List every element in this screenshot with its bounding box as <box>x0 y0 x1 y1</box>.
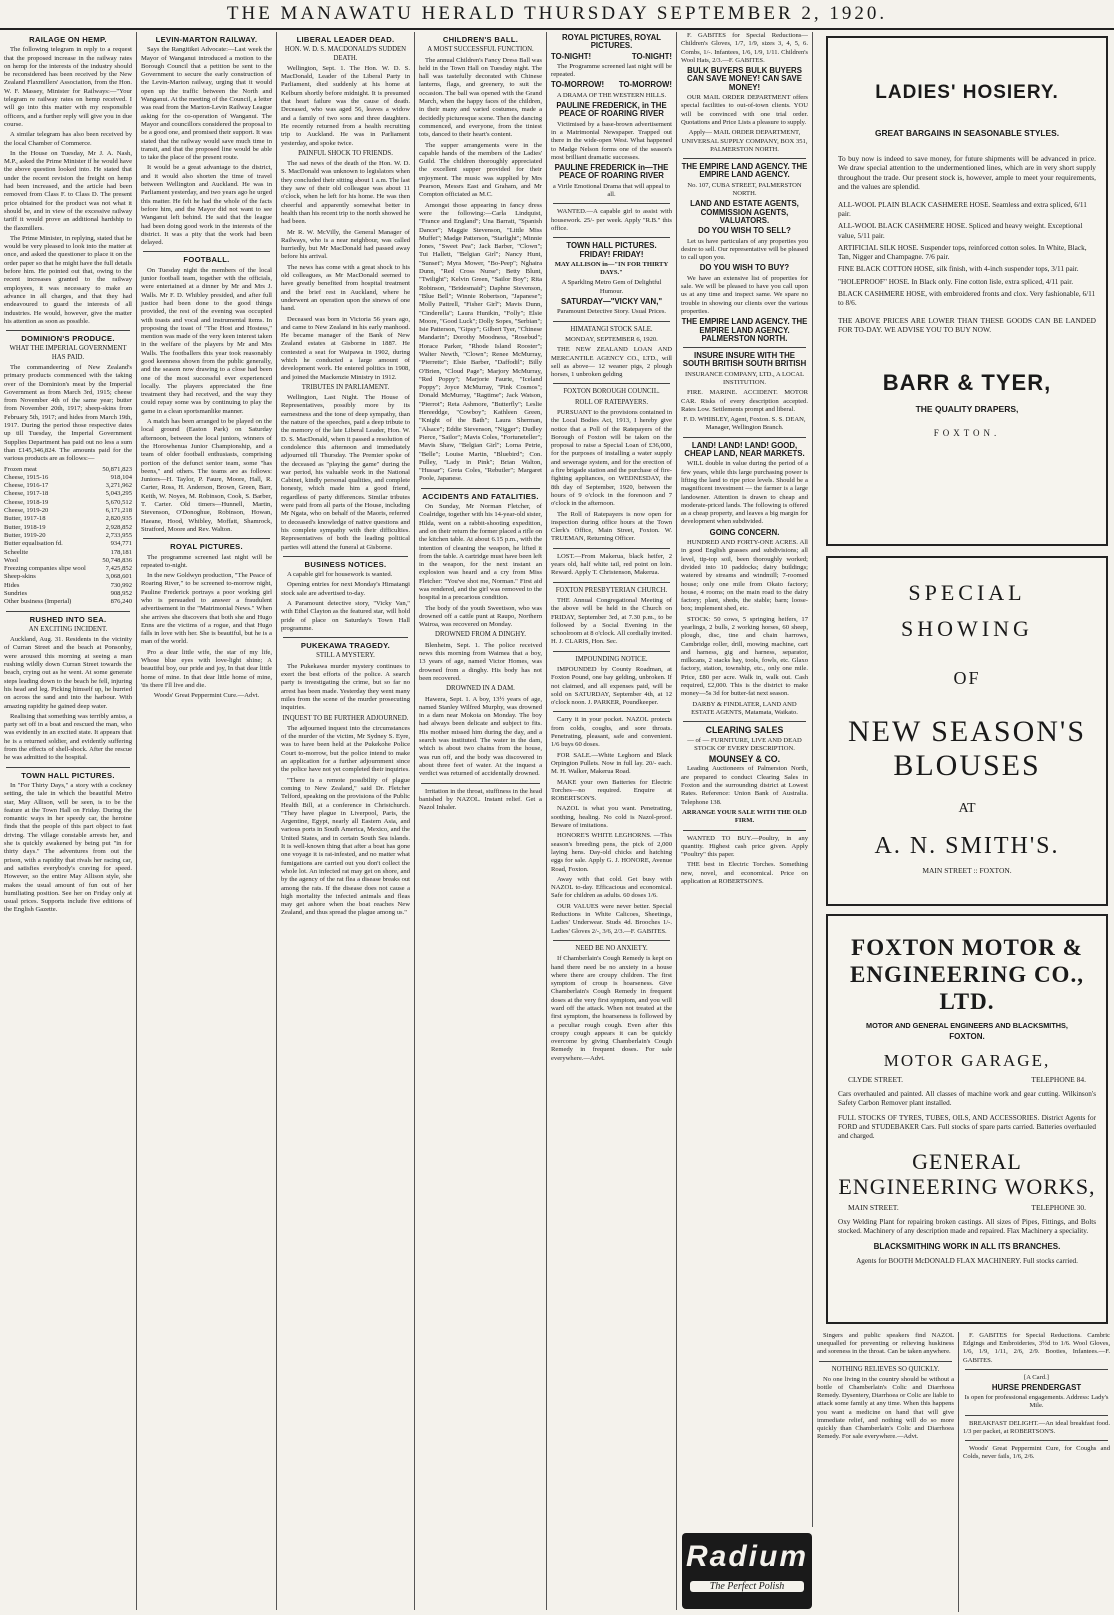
produce-amount: 50,748,836 <box>102 556 132 564</box>
produce-amount: 2,733,955 <box>105 531 132 539</box>
divider <box>553 582 670 583</box>
ad-headline: LADIES' HOSIERY. <box>875 82 1059 103</box>
paragraph: Wellington, Last Night. The House of Representatives, possibly more by its earnestness and the tone of deep sympathy, than the nature of the speeches, paid a deep tribute to the memory of the late Liberal Leader, Hon. W. D. S. MacDonald, when it passed a resolution of condolence this afternoon and immediately adjourned till Thursday. The Premier spoke of the deceased as "playing the game" during the war period, his valuable work in the National Cabinet, kindly personal qualities, and complete honesty, which made him a good friend, regardless of party differences. Similar tributes were paid from all parts of the House, including Mr Ngata, who on behalf of the Maoris, referred to deceased's knowledge of native questions and his complete sympathy with their difficulties. Representatives of both the leading political parties will attend the funeral at Gisborne. <box>281 394 410 551</box>
divider <box>683 830 806 831</box>
divider <box>965 1415 1108 1416</box>
subheadline: DROWNED IN A DAM. <box>446 685 515 693</box>
divider <box>6 330 130 331</box>
paragraph: On Sunday, Mr Norman Fletcher, of Coalridge, together with his 14-year-old sister, Hilda, went on a rabbit-shooting expedition, and on their return the former placed a rifle on the kitchen table. At about 6.15 p.m., with the intention of cleaning the weapon, he lifted it from the table. A cartridge must have been left in the weapon, for the next instant an explosion was heard and a cry from Miss Fletcher: "You've shot me, Norman." First aid was rendered, and the girl was removed to the hospital in a precarious condition. <box>419 503 542 602</box>
divider <box>683 437 806 438</box>
classified: FOR SALE.—White Leghorn and Black Orpington Pullets. Now in full lay. 20/- each. M. H. Walker, Makerua Road. <box>551 751 672 776</box>
paragraph: A DRAMA OF THE WESTERN HILLS. <box>556 91 667 99</box>
divider <box>553 203 670 204</box>
ad-address-row <box>838 1203 1096 1212</box>
paragraph: We have an extensive list of properties for sale. We will be pleased to have you call upon us at any time and inspect same. We spare no trouble in showing our clients over the various properties. <box>681 274 808 315</box>
produce-table-row <box>4 532 132 540</box>
subheadline: DROWNED FROM A DINGHY. <box>435 631 526 639</box>
paragraph: MAY ALLISON in—"IN FOR THIRTY DAYS." <box>554 260 669 277</box>
column-2 <box>137 32 277 1610</box>
ad-telephone: TELEPHONE 84. <box>1031 1075 1086 1084</box>
bottom-left-ads <box>813 1332 959 1612</box>
subheadline: IMPOUNDING NOTICE. <box>575 655 648 663</box>
produce-item: Butter equalisation fd. <box>4 540 63 548</box>
produce-table-row <box>4 573 132 581</box>
produce-item: Hides <box>4 581 20 589</box>
paragraph: The Roll of Ratepayers is now open for inspection during office hours at the Town Clerk's Office, Main Street, Foxton. W. TRUEMAN, Returning Officer. <box>551 510 672 543</box>
produce-table-row <box>4 524 132 532</box>
ad-heading: LAND! LAND! LAND! GOOD, CHEAP LAND, NEAR MARKETS. <box>684 440 805 459</box>
ad-banner <box>551 53 672 61</box>
produce-table-row <box>4 466 132 474</box>
paragraph: In the House on Tuesday, Mr J. A. Nash, M.P., asked the Prime Minister if he would have the above question looked into. He stated that under the recent revision the freight on hemp had been increased, and the article had been removed from Class F. to Class D. The present price obtained for the product was not what it should be, and in view of the excessive railway tariff it would prove an additional hardship to the flaxmillers. <box>4 149 132 232</box>
subheadline: AN EXCITING INCIDENT. <box>28 625 108 633</box>
headline: ROYAL PICTURES. <box>170 542 243 552</box>
paragraph: THE NEW ZEALAND LOAN AND MERCANTILE AGENCY CO., LTD., will sell as above— 12 weaner pigs, 2 plough horses, 1 unbroken gelding <box>551 346 672 379</box>
hosiery-item: FINE BLACK COTTON HOSE, silk finish, with 4-inch suspender tops, 3/11 pair. <box>838 264 1079 274</box>
headline: CHILDREN'S BALL. <box>442 35 519 44</box>
produce-item: Freezing companies slipe wool <box>4 565 86 573</box>
paragraph: Opening entries for next Monday's Himatangi stock sale are advertised to-day. <box>281 581 410 597</box>
subheadline: TRIBUTES IN PARLIAMENT. <box>301 383 390 391</box>
divider <box>143 251 270 252</box>
classified: Woods' Great Peppermint Cure, for Coughs and Colds, never fails, 1/6, 2/6. <box>963 1445 1110 1461</box>
produce-amount: 934,771 <box>110 540 132 548</box>
ad-town: FOXTON. <box>949 1032 985 1041</box>
ad-town: FOXTON. <box>933 428 1001 439</box>
paragraph: Says the Rangitikei Advocate:—Last week the Mayor of Wanganui introduced a motion to the Borough Council that a petition be sent to the Government to secure the early construction of the Levin-Marton railway, urging that it would open up the traffic between the North and Wanganui. At the meeting of the Council, a letter was read from the Marton-Levin Railway League asking for the co-operation of Wanganui. The Mayor and councillors considered the proposal to be a good one, and promised their support. It was stated that the railway would save much time in transit, and that the proposed line would be able to take the place of the present route. <box>141 46 272 162</box>
produce-table-row <box>4 565 132 573</box>
ad-section-heading: GENERAL ENGINEERING WORKS, <box>838 1149 1096 1199</box>
divider <box>553 651 670 652</box>
produce-amount: 7,425,852 <box>105 565 132 573</box>
paragraph: Is open for professional engagements. Address: Lady's Mile. <box>964 1394 1109 1410</box>
ad-heading: THE EMPIRE LAND AGENCY. THE EMPIRE LAND AGENCY. PALMERSTON NORTH. <box>681 317 808 343</box>
paragraph: In the new Goldwyn production, "The Peace of Roaring River," to be screened to-morrow night, Pauline Frederick portrays a poor working girl who is persuaded to answer a fraudulent advertisement in the "Matrimonial News." When she arrives she discovers that both she and Hugo Enns are the victims of a rogue, and that Hugo falls in love with her. She is beautiful, but he is a man of the world. <box>141 572 272 646</box>
produce-table-row <box>4 590 132 598</box>
paragraph: Amongst those appearing in fancy dress were the following:—Carla Lindquist, "France and England"; Una Barratt, "Spanish Dancer"; Maggie Stevenson, "Little Miss Muffet"; Madge Patterson, "Starlight"; Minnie Jones, "Sweet Pea"; Jack Barber, "Clown"; Tui Hallett, "Belgian Girl"; Nancy Hunt, "Sunset"; Myra Mower, "Bo-Peep"; Nghaira Dunn, "Red Cross Nurse"; Betty Blunt, "Twilight"; Kelvin Green, "Sailor Boy"; Rita Robinson, "Bridesmaid"; Daphne Stevenson, "Blue Bell"; Winnie Robertson, "Japanese"; Molly Pattrell, "Fisher Girl"; Mavis Dunn, "Cinderella"; Laura Hunikin, "Folly"; Elsie Moore, "Good Luck"; Dolly Sopes, "Serbian"; Isie Patterson, "Gipsy"; Gilbert Tyer, "Chinese Mandarin"; Dorothy Moodness, "Rosebud"; Horace Parker, "Rhode Island Rooster"; Walter Newth, "Clown"; Renee McMurray, "Pierrette"; Elsie Barber, "Daffodil"; Billy O'Brien, "Cloud Page"; Marjory McMurray, "Red Poppy"; Marjorie Faurie, "Iceland Poppy"; Joyce McMurray, "Pink Cosmos"; Donald McMurray, "Ragtime"; Jack Watson, "Pierrot"; Reta Ashmore, "Butterfly"; Leslie Hereeddge, "Cowboy"; Kathleen Green, "Knight of the Bath"; Laura Sherman, "Alsace"; Eddie Stevenson, "Nigger"; Dudley Pierce, "Sailor"; Mavis Coles, "Fortuneteller"; Mavis Shaw, "Belgian Girl"; Lorna Petrie, "Belle"; Louise Martin, "Bluebird"; Con. Pulley, "Lady in Pink"; Brian Walton, "Hussar"; Greta Coles, "Rebutler"; Margaret Poole, Japanese. <box>419 201 542 483</box>
paragraph: "There is a remote possibility of plague coming to New Zealand," said Dr. Fletcher Telford, speaking on the provisions of the Public Health Bill, at a conference in Christchurch. "They have plague in Liverpool, Paris, the Argentine, Egypt, nearly all Eastern Asia, and various ports in South America, Mexico, and the United States, and in certain South Sea islands. It is well-known thing that after a boat has gone one voyage it is rat-infested, and no matter what fumigations are carried out you don't collect the whole lot. An infected rat may get on shore, and by the agency of the rat flea a disease breaks out among the rats. If the disease does not cause a high mortality the infected animals and fleas may get ashore when the boat reaches New Zealand, and thus spread the plague among us." <box>281 776 410 917</box>
classified: MAKE your own Batteries for Electric Torches—no required. Enquire at ROBERTSON'S. <box>551 778 672 803</box>
subheadline: WHAT THE IMPERIAL GOVERNMENT HAS PAID. <box>9 345 127 361</box>
ad-body: To buy now is indeed to save money, for future shipments will be advanced in price. We draw special attention to the undermentioned lines, which are in very short supply throughout the trade. Our present stock is, however, ample to meet your requirements, and the values are splendid. <box>838 154 1096 192</box>
subheadline: A MOST SUCCESSFUL FUNCTION. <box>427 46 534 54</box>
divider <box>553 548 670 549</box>
subheadline: ROLL OF RATEPAYERS. <box>574 398 649 406</box>
paragraph: ARRANGE YOUR SALE WITH THE OLD FIRM. <box>682 808 807 825</box>
ad-heading: PAULINE FREDERICK in—THE PEACE OF ROARING RIVER <box>554 163 669 181</box>
ad-heading: BULK BUYERS BULK BUYERS CAN SAVE MONEY! CAN SAVE MONEY! <box>687 66 802 92</box>
paragraph: A match has been arranged to be played on the local ground (Easton Park) on Saturday afternoon, between the local juniors, winners of the Horowhenua Junior Championship, and a team of older football enthusiasts, comprising portion of the defunct senior team, some "has beens," and others. The teams are as follows: Juniors—H. Taylor, P. Faure, Moore, Hall, R. Carter, Ross, H. Anderson, Brown, Green, Barr, Keith, W. Noyes, M. Robinson, Cook, S. Barber, T. Carter. Old timers—Hunnell, Martin, Stevenson, O'Donoghue, Robinson, Howan, Haeane, Hood, Whibley, Moffatt, Shamrock, Stratford, Moore and Rev. Walton. <box>141 418 272 533</box>
produce-item: Other business (Imperial) <box>4 598 72 606</box>
hosiery-item: ARTIFICIAL SILK HOSE. Suspender tops, reinforced cotton soles. In White, Black, Tan, Nigger and Champagne. 7/6 pair. <box>838 242 1087 262</box>
ad-body: Agents for BOOTH McDONALD FLAX MACHINERY. Full stocks carried. <box>856 1257 1078 1265</box>
produce-table-row <box>4 540 132 548</box>
masthead: THE MANAWATU HERALD THURSDAY SEPTEMBER 2, 1920. <box>0 0 1114 30</box>
ad-heading: INSURE INSURE WITH THE SOUTH BRITISH SOUTH BRITISH <box>682 351 807 369</box>
foxton-motor-ad <box>826 914 1108 1324</box>
paragraph: The news has come with a great shock to his old colleagues, as Mr MacDonald seemed to have greatly benefited from hospital treatment and the brief rest in Auckland, where he underwent an operation upon the sinews of one hand. <box>281 263 410 313</box>
produce-table-row <box>4 507 132 515</box>
ad-heading: PAULINE FREDERICK, in THE PEACE OF ROARING RIVER <box>556 101 667 119</box>
divider <box>683 347 806 348</box>
headline: LIBERAL LEADER DEAD. <box>296 35 395 44</box>
paragraph: MONDAY, SEPTEMBER 6, 1920. <box>565 335 658 343</box>
produce-table <box>4 466 132 607</box>
ladies-hosiery-ad <box>826 36 1108 546</box>
ad-emphasis: BLACKSMITHING WORK IN ALL ITS BRANCHES. <box>873 1242 1061 1251</box>
card-label: [A Card.] <box>1024 1373 1049 1381</box>
paragraph: Let us have particulars of any properties you desire to sell. Our representative will be pleased to call upon you. <box>681 237 808 262</box>
produce-item: Cheese, 1915-16 <box>4 473 49 481</box>
produce-amount: 5,043,295 <box>105 490 132 498</box>
paragraph: The adjourned inquest into the circumstances of the murder of the victim, Mr Sydney S. Eyre, was to have been held at the Pukekohe Police Court to-morrow, but the police intend to make an application for a further adjournment since the police have not yet completed their inquiries. <box>281 724 410 774</box>
ad-address-row <box>838 1075 1096 1084</box>
radium-logo: Radium <box>685 1540 808 1573</box>
produce-item: Butter, 1917-18 <box>4 515 46 523</box>
produce-table-row <box>4 582 132 590</box>
divider <box>6 611 130 612</box>
divider <box>965 1369 1108 1370</box>
ad-heading: ROYAL PICTURES, ROYAL PICTURES. <box>562 33 661 51</box>
headline: LEVIN-MARTON RAILWAY. <box>155 35 258 44</box>
ad-heading: DO YOU WISH TO SELL? <box>698 226 791 236</box>
paragraph: In "For Thirty Days," a story with a cockney setting, the tale in which the beautiful Metro star, May Allison, will be seen, is to be the feature at the Town Hall on Friday. During the romantic ways in her speedy car, the heroine finds that the people of this part object to fast driving. The village constable arrests her, and she is quickly awakened by being put "in for thirty days." The adventures from out the prison, with a rapidity that rivals her racing car, and satisfies everybody's craving for speed. However, so the entire May Allison style, she makes the usual amount of fun out of her humiliating position. See her on Friday only at usual prices. Supports include five editions of the English Gazette. <box>4 781 132 914</box>
ad-heading: GOING CONCERN. <box>709 527 780 537</box>
divider <box>553 383 670 384</box>
produce-item: Cheese, 1919-20 <box>4 507 49 515</box>
headline: RAILAGE ON HEMP. <box>29 35 107 44</box>
produce-item: Sundries <box>4 590 28 597</box>
subheadline: HON. W. D. S. MACDONALD'S SUDDEN DEATH. <box>284 46 407 62</box>
advertisement-line: Woods' Great Peppermint Cure.—Advt. <box>153 692 260 700</box>
paragraph: Pro a dear little wife, the star of my life, Whose blue eyes with love-light shine; A beautiful boy, our pride and joy, In that dear little home of mine. In that dear little home of mine, 'tis there I'll live and die. <box>141 648 272 689</box>
headline: TOWN HALL PICTURES. <box>21 770 115 780</box>
produce-item: Cheese, 1917-18 <box>4 490 49 498</box>
column-1 <box>0 32 137 1610</box>
subheadline: FOXTON PRESBYTERIAN CHURCH. <box>555 586 668 594</box>
subheadline: FOXTON BOROUGH COUNCIL. <box>563 388 660 396</box>
subheadline: INQUEST TO BE FURTHER ADJOURNED. <box>282 714 409 722</box>
paragraph: A Sparkling Metro Gem of Delightful Humour. <box>561 279 662 295</box>
ad-body: Cars overhauled and painted. All classes of machine work and gear cutting. Wilkinson's Safety Carbon Remover plant installed. <box>838 1090 1096 1107</box>
paragraph: Mr R. W. McVilly, the General Manager of Railways, who is a near neighbour, was called hurriedly, but Mr MacDonald had passed away before his arrival. <box>281 228 410 261</box>
paragraph: Wellington, Sept. 1. The Hon. W. D. S. MacDonald, Leader of the Liberal Party in Parliament, died suddenly at his home at Kelburn shortly before midnight. It is presumed that heart failure was the cause of death. Deceased, who was aged 56, leaves a widow and a family of two sons and three daughters. He recently returned from a health recruiting trip to Auckland. He was in Parliament yesterday, and spoke twice. <box>281 64 410 147</box>
paragraph: No. 107, CUBA STREET, PALMERSTON NORTH. <box>687 181 802 198</box>
hosiery-item: ALL-WOOL BLACK CASHMERE HOSE. Spliced and heavy weight. Exceptional value, 5/11 pair. <box>838 221 1083 240</box>
paragraph: The Prime Minister, in replying, stated that he would be very pleased to look into the matter at once, and asked the questioner to place it on the order paper so that he might have the full details before him. He pointed out that, owing to the recent increases granted to the railway employees, it was necessary to make an advance in all charges, and that they had endeavoured to guard the interests of all industries. He would, however, give the matter his attention as soon as possible. <box>4 234 132 325</box>
subheadline: NEED BE NO ANXIETY. <box>575 944 648 952</box>
ad-tagline: MOTOR AND GENERAL ENGINEERS AND BLACKSMITHS, <box>866 1021 1068 1030</box>
paragraph: It would be a great advantage to the district, and it would also shorten the time of travel between Wellington and Auckland. He was in Parliament yesterday, and two years ago he urged this matter. He felt he had the whole of the facts before him, and the Mayor did not want to see Wanganui left behind. He said that the league had been doing good work in the interests of the district. It was a pity that the work had been delayed. <box>141 164 272 247</box>
produce-amount: 730,992 <box>110 581 132 589</box>
divider <box>421 783 540 784</box>
paragraph: Victimised by a base-brown advertisement in a Matrimonial Newspaper. Trapped out there in the wide-open West. What happened to Madge Nelson forms one of the season's most brilliant dramatic successes. <box>551 120 672 161</box>
headline: RUSHED INTO SEA. <box>29 614 107 624</box>
paragraph: The commandeering of New Zealand's primary products commenced with the taking over of the Dominion's meat by the Imperial Government as from March 3rd, 1915; cheese from November 4th of the same year; butter from November 20th, 1917; sheep-skins from February 5th, 1917; and hides from March 19th, 1917. During the period those respective dates up till Tuesday, the Imperial Government Supplies Department has paid out no less a sum than £145,346,824. The amounts paid for the various products are as follows:— <box>4 363 132 463</box>
divider <box>283 637 408 638</box>
paragraph: The sad news of the death of the Hon. W. D. S. MacDonald was unknown to legislators when they concluded their sitting about 1 a.m. The last they saw of their old colleague was about 11 o'clock, when he left for his home. He was then cheerful and apparently somewhat better in health than his recent trip to the north showed he had been. <box>281 160 410 226</box>
column-6 <box>677 32 813 1527</box>
paragraph: IMPOUNDED by County Roadman, at Foxton Pound, one bay gelding, unbroken. If not claimed, and all expenses paid, will be sold on SATURDAY, September 4th, at 12 o'clock noon. J. PARKER, Poundkeeper. <box>551 666 672 707</box>
paragraph: Paramount Detective Story. Usual Prices. <box>556 308 667 316</box>
classified: Away with that cold. Get busy with NAZOL to-day. Efficacious and economical. Safe for children as adults. 60 doses 1/6. <box>551 875 672 900</box>
paragraph: The programme screened last night will be repeated to-night. <box>141 553 272 569</box>
paragraph: F. D. WHIBLEY, Agent, Foxton. S. S. DEAN, Manager, Wellington Branch. <box>683 416 806 432</box>
produce-item: Wool <box>4 556 19 564</box>
produce-table-row <box>4 499 132 507</box>
divider <box>6 767 130 768</box>
paragraph: Apply— MAIL ORDER DEPARTMENT, UNIVERSAL SUPPLY COMPANY, BOX 351, PALMERSTON NORTH. <box>681 129 808 153</box>
paragraph: A Paramount detective story, "Vicky Van," with Ethel Clayton as the featured star, will hold pride of place on Saturday's Town Hall programme. <box>281 600 410 632</box>
paragraph: — of — FURNITURE, LIVE AND DEAD STOCK OF EVERY DESCRIPTION. <box>687 736 802 752</box>
paragraph: On Tuesday night the members of the local junior football team, together with the officials, were entertained at a dinner by Mr and Mrs J. Walls. Mr F. D. Whibley presided, and after full justice had been done to the good things provided, the rest of the evening was occupied with toasts and vocal and instrumental items. In proposing the toast of "The Host and Hostess," mention was made of the very keen interest taken in the welfare of the players by Mr and Mrs Walls. The footballers this year took reasonably good keenness shown from the public generally, and the season now drawing to a close had been one of the most successful ever experienced locally. The players appreciated the fine treatment they had received, and the way they could repay some was by continuing to play the game in a clean sportsmanlike manner. <box>141 266 272 415</box>
classified: NAZOL is what you want. Penetrating, soothing, healing. No cold is Nazol-proof. Beware of imitations. <box>551 805 672 830</box>
paragraph: Realising that something was terribly amiss, a party set off in a boat and rescued the man, who was evidently in an excited state. It appears that he is a returned soldier, and evidently suffering from the effects of shell-shock. After the rescue he was admitted to the hospital. <box>4 712 132 762</box>
produce-item: Cheese, 1918-19 <box>4 498 49 506</box>
produce-table-row <box>4 474 132 482</box>
ad-body: FULL STOCKS OF TYRES, TUBES, OILS, AND ACCESSORIES. District Agents for FORD and STUDEBAKER Cars. Full stocks of spare parts carried. Batteries overhauled and charged. <box>838 1114 1096 1140</box>
ad-line: SPECIAL <box>908 580 1026 605</box>
paragraph: WILL double in value during the period of a few years, while this large purchasing power is lifting the land to ripe price levels. Should be a magnificent investment — the farmer is a large landowner. Attention is drawn to cheap and moderate-priced lands. The following is offered as a cheap property, and leaves a big margin for development when subdivided. <box>681 460 808 526</box>
ad-banner-left: TO-MORROW! <box>551 80 605 90</box>
radium-polish-ad <box>682 1533 812 1609</box>
produce-item: Frozen meat <box>4 465 37 473</box>
paragraph: Hawera, Sept. 1. A boy, 13½ years of age, named Stanley Wilfred Murphy, was drowned in a dam near Mokoia on Monday. The boy had always been delicate and subject to fits. His mother missed him during the day, and a search was instituted. The water in the dam, which is about two chains from the house, was run off, and the body was discovered in about three feet of water. At the inquest a verdict was returned of accidentally drowned. <box>419 695 542 778</box>
hosiery-item: BLACK CASHMERE HOSE, with embroidered fronts and clox. Very fashionable, 6/11 to 8/6. <box>838 289 1096 308</box>
produce-item: Scheelite <box>4 548 29 556</box>
ad-heading: HURSE PRENDERGAST <box>991 1383 1082 1393</box>
paragraph: No one living in the country should be without a bottle of Chamberlain's Colic and Diarrhoea Remedy. Dysentery, Diarrhoea or Colic are liable to attack some family at any time. When this happens you want a medicine on hand that will give immediate relief, and nothing will do so more quickly than Chamberlain's Colic and Diarrhoea Remedy. For sale everywhere.—Advt. <box>817 1375 955 1441</box>
paragraph: The following telegram in reply to a request that the proposed increase in the railway rates on hemp for the interests of the industry should be reconsidered has been received by the New Zealand Flaxmillers' Association, from the Hon. W. F. Massey, Minister for Railways:—"Your telegram re railway rates on hemp received. I will go into this matter with my responsible officers, and a further reply will give you in due course. <box>4 46 132 128</box>
paragraph: FIRE. MARINE. ACCIDENT. MOTOR CAR. Risks of every description accepted. Rates Low. Settlements prompt and liberal. <box>681 389 808 413</box>
paragraph: A capable girl for housework is wanted. <box>287 571 393 579</box>
paragraph: The Pukekawa murder mystery continues to exert the best efforts of the police. A search party is investigating the crime, but so far no arrest has been made. Yesterday they went many miles from the scene of the murder prosecuting inquiries. <box>281 662 410 712</box>
hosiery-item: "HOLEPROOF" HOSE. In Black only. Fine cotton lisle, extra spliced, 4/11 pair. <box>838 276 1074 286</box>
ad-address: MAIN STREET. <box>848 1203 899 1212</box>
produce-item: Sheep-skins <box>4 573 36 581</box>
ad-line: SHOWING <box>901 616 1033 641</box>
headline: FOOTBALL. <box>183 255 230 265</box>
column-5 <box>547 32 677 1610</box>
produce-amount: 2,928,852 <box>105 523 132 531</box>
divider <box>683 158 806 159</box>
classified: F. GABITES for Special Reductions. Cambric Edgings and Embroideries, 3½d to 1/6. Wool Gloves, 1/6, 1/9, 1/11, 2/6, 2/9. Booties, Infantees.—F. GABITES. <box>963 1332 1110 1364</box>
produce-amount: 2,820,935 <box>105 515 132 523</box>
ad-subheadline: GREAT BARGAINS IN SEASONABLE STYLES. <box>874 128 1060 138</box>
produce-amount: 5,670,512 <box>105 498 132 506</box>
classified: F. GABITES for Special Reductions—Children's Gloves, 1/7, 1/9, sizes 3, 4, 5, 6. Combs, 1/-. Infantees, 1/6, 1/9, 1/11. Children's Wool Hats, 2/3.—F. GABITES. <box>681 32 808 64</box>
ad-heading: SATURDAY—"VICKY VAN," <box>560 297 663 307</box>
paragraph: Irritation in the throat, stuffiness in the head banished by NAZOL. Instant relief. Get a Nazol Inhaler. <box>419 787 542 812</box>
ad-banner-right: TO-NIGHT! <box>631 51 672 61</box>
produce-table-row <box>4 490 132 498</box>
paragraph: THE Annual Congregational Meeting of the above will be held in the Church on FRIDAY, September 3rd, at 7.30 p.m., to be followed by a Social Evening in the schoolroom at 8 o'clock. All cordially invited. H. J. CLARIS, Hon. Sec. <box>551 596 672 646</box>
paragraph: Leading Auctioneers of Palmerston North, are prepared to conduct Clearing Sales in Foxton and the surrounding district at Lowest Rates. Reference: Union Bank of Australia. Telephone 138. <box>681 765 808 806</box>
ad-heading: LAND AND ESTATE AGENTS, COMMISSION AGENTS, VALUATORS. <box>690 199 799 225</box>
paragraph: PURSUANT to the provisions contained in the Local Bodies Act, 1913, I hereby give notice that a Poll of the Ratepayers of the Borough of Foxton will be taken on the proposal to raise a Special Loan of £36,000, for the purposes of installing a water supply and sewerage system, and for the erection of a fire brigade station and the purchase of fire-fighting appliances, on WEDNESDAY, the 8th day of September, 1920, between the hours of 9 o'clock in the forenoon and 7 o'clock in the afternoon. <box>551 408 672 508</box>
produce-amount: 3,068,601 <box>105 573 132 581</box>
divider <box>421 488 540 489</box>
ad-body: THE ABOVE PRICES ARE LOWER THAN THESE GOODS CAN BE LANDED FOR TO-DAY. WE ADVISE YOU TO BUY NOW. <box>838 315 1096 334</box>
ad-telephone: TELEPHONE 30. <box>1031 1203 1086 1212</box>
paragraph: The body of the youth Sweetison, who was drowned off a cattle punt at Raupo, Northern Wairoa, was recovered on Monday. <box>419 604 542 629</box>
produce-item: Butter, 1919-20 <box>4 531 46 539</box>
headline: BUSINESS NOTICES. <box>304 559 387 569</box>
ad-banner-left: TO-NIGHT! <box>551 51 592 61</box>
paragraph: INSURANCE COMPANY, LTD., A LOCAL INSTITUTION. <box>684 370 804 386</box>
divider <box>283 556 408 557</box>
ad-heading: TOWN HALL PICTURES. FRIDAY! FRIDAY! <box>566 241 657 259</box>
produce-amount: 908,952 <box>110 590 132 597</box>
ad-heading: THE EMPIRE LAND AGENCY. THE EMPIRE LAND AGENCY. <box>681 162 808 180</box>
column-4 <box>415 32 547 1610</box>
paragraph: The annual Children's Fancy Dress Ball was held in the Town Hall on Tuesday night. The hall was tastefully decorated with Chinese lanterns, flags, and greenery, to suit the occasion. The ball was opened with the Grand March, when the happy faces of the children, in their many and varied costumes, made a decidedly picturesque scene. Then the dancing commenced, and everyone, from the tiniest tots, danced to their heart's content. <box>419 56 542 139</box>
ad-banner-right: TO-MORROW! <box>618 80 672 90</box>
hosiery-item: ALL-WOOL PLAIN BLACK CASHMERE HOSE. Seamless and extra spliced, 6/11 pair. <box>838 199 1087 218</box>
divider <box>683 721 806 722</box>
radium-tagline: The Perfect Polish <box>690 1581 804 1592</box>
paragraph: The Programme screened last night will be repeated. <box>551 62 672 79</box>
divider <box>553 940 670 941</box>
subheadline: HIMATANGI STOCK SALE. <box>570 325 653 333</box>
ad-tagline: THE QUALITY DRAPERS, <box>915 404 1019 415</box>
paragraph: OUR MAIL ORDER DEPARTMENT offers special facilities to out-of-town clients. YOU will be convinced with one trial order. Quotations and Price Lists a pleasure to supply. <box>681 94 808 126</box>
classified: WANTED TO BUY.—Poultry, in any quantity. Highest cash price given. Apply "Poultry" this paper. <box>681 834 808 859</box>
produce-amount: 178,181 <box>110 548 132 556</box>
paragraph: a Virile Emotional Drama that will appeal to all. <box>552 182 671 199</box>
ad-headline: NEW SEASON'S BLOUSES <box>847 715 1087 782</box>
ad-heading: MOUNSEY & CO. <box>708 754 781 765</box>
classified: OUR VALUES were never better. Special Reductions in White Calicoes, Sheetings, Ladies' Underwear. Studs 4d. Brooches 1/-. Ladies' Gloves 2/-, 3/6, 2/3.—F. GABITES. <box>551 902 672 935</box>
ad-body: Oxy Welding Plant for repairing broken castings. All sizes of Pipes, Fittings, and Bolts stocked. Machinery of any description made and repaired. Flax Machinery a speciality. <box>838 1218 1096 1235</box>
classified: THE best in Electric Torches. Something new, novel, and economical. Price on application at ROBERTSON'S. <box>681 861 808 886</box>
produce-table-row <box>4 598 132 606</box>
ad-firm-name: FOXTON MOTOR & ENGINEERING CO., LTD. <box>850 935 1084 1014</box>
bottom-right-ads <box>959 1332 1114 1612</box>
subheadline: NOTHING RELIEVES SO QUICKLY. <box>831 1365 940 1373</box>
subheadline: STILL A MYSTERY. <box>316 652 375 660</box>
classified: Carry it in your pocket. NAZOL protects from colds, coughs, and sore throats. Penetrating, pleasant, safe and convenient. 1/6 buys 60 doses. <box>551 716 672 749</box>
headline: ACCIDENTS AND FATALITIES. <box>422 491 539 501</box>
produce-amount: 50,871,823 <box>102 465 132 473</box>
produce-amount: 876,240 <box>110 598 132 606</box>
column-3 <box>277 32 415 1610</box>
produce-item: Cheese, 1916-17 <box>4 482 49 490</box>
classified: WANTED.—A capable girl to assist with housework. 25/- per week. Apply "R.B." this office. <box>551 208 672 232</box>
produce-amount: 6,171,218 <box>105 507 132 515</box>
subheadline: PAINFUL SHOCK TO FRIENDS. <box>298 149 393 157</box>
divider <box>819 1361 952 1362</box>
ad-heading: CLEARING SALES <box>705 725 784 736</box>
produce-amount: 918,104 <box>110 473 132 481</box>
divider <box>553 237 670 238</box>
ad-firm-name: A. N. SMITH'S. <box>874 833 1060 859</box>
ad-address: CLYDE STREET. <box>848 1075 903 1084</box>
paragraph: If Chamberlain's Cough Remedy is kept on hand there need be no anxiety in a house where there are croupy children. The first symptom of croup is hoarseness. Give Chamberlain's Cough Remedy in frequent doses at the very first symptom, and you will ward off the attack. When not treated at the first symptom, the hoarseness is followed by a peculiar rough cough. Even after this croupy cough appears it can be quickly overcome by giving Chamberlain's Cough Remedy in frequent doses. For sale everywhere.—Advt. <box>551 955 672 1062</box>
paragraph: A similar telegram has also been received by the local Chamber of Commerce. <box>4 131 132 147</box>
produce-table-row <box>4 482 132 490</box>
paragraph: DARBY & FINDLATER, LAND AND ESTATE AGENTS, Matamata, Waikato. <box>691 700 798 716</box>
paragraph: Blenheim, Sept. 1. The police received news this morning from Waimea that a boy, 13 years of age, named Victor Homes, was drowned from a dinghy. His body has not been recovered. <box>419 641 542 682</box>
paragraph: The supper arrangements were in the capable hands of the members of the Ladies' Guild. The children thoroughly appreciated the excellent supper provided for their enjoyment. The music was supplied by Mrs Pearson, Messrs East and Graham, and Mr Compton officiated as M.C. <box>419 141 542 199</box>
ad-heading: DO YOU WISH TO BUY? <box>699 263 790 273</box>
paragraph: Auckland, Aug. 31. Residents in the vicinity of Curran Street and the beach at Ponsonby, were aroused this morning at seeing a man rushing wildly down Curran Street towards the beach, crying out as he went. At some generate steps leading down to the beach he fell, injuring his head and leg. Picking himself up, he hurried on across the sand and into the harbour. With amazing rapidity he gained deep water. <box>4 636 132 710</box>
classified: Singers and public speakers find NAZOL unequalled for preventing or relieving huskiness and soreness in the throat. Can be taken anywhere. <box>817 1332 954 1356</box>
ad-line: AT <box>958 801 976 816</box>
ad-banner <box>551 81 672 89</box>
divider <box>965 1440 1108 1441</box>
classified: BREAKFAST DELIGHT.—An ideal breakfast food. 1/3 per packet, at ROBERTSON'S. <box>963 1419 1110 1435</box>
paragraph: HUNDRED AND FORTY-ONE ACRES. All in good English grasses and subdivisions; all level, tip-top soil, been thoroughly worked; divided into 10 paddocks; dairy buildings; watered by streams and windmill; 7-roomed house; only one mile from Okato factory; house, 4 rooms; on the main road to the dairy factory; plant, sheds, the stable; barn; loose-box; implement shed, etc. <box>681 539 808 613</box>
produce-table-row <box>4 515 132 523</box>
divider <box>143 538 270 539</box>
blouses-ad <box>826 556 1108 906</box>
produce-item: Butter, 1918-19 <box>4 523 46 531</box>
ad-address: MAIN STREET :: FOXTON. <box>922 866 1012 875</box>
headline: PUKEKAWA TRAGEDY. <box>300 641 391 651</box>
ad-section-heading: MOTOR GARAGE, <box>883 1051 1051 1070</box>
headline: DOMINION'S PRODUCE. <box>21 334 115 344</box>
divider <box>553 321 670 322</box>
ad-firm-name: BARR & TYER, <box>882 370 1052 396</box>
classified: HONORE'S WHITE LEGHORNS. —This season's breeding pens, the pick of 2,000 laying hens. Day-old chicks and hatching eggs for sale. Apply G. J. HONORE, Avenue Road, Foxton. <box>551 832 672 873</box>
paragraph: Deceased was born in Victoria 56 years ago, and came to New Zealand in his early manhood. He became manager of the Bank of New Zealand estates at Gisborne in 1887. He contested a seat for Waipawa in 1902, during which he conducted a large amount of development work. He entered politics in 1908, and joined the Mackenzie Ministry in 1912. <box>281 315 410 381</box>
produce-table-row <box>4 549 132 557</box>
divider <box>553 711 670 712</box>
produce-amount: 3,271,962 <box>105 482 132 490</box>
produce-table-row <box>4 557 132 565</box>
ad-line: OF <box>953 668 981 688</box>
paragraph: STOCK: 50 cows, 5 springing heifers, 17 yearlings, 2 bulls, 2 working horses, 60 sheep, plough, disc, tine and chain harrows, Cambridge roller, drill, mowing machine, cart and harness, gig and harness, separator, milkcans, 2 stacks hay, tools, fowls, etc. Glaxo factory, station, township, etc., only one mile. Price, £80 per acre. Walk in, walk out. Cash required, £2,000. This is the district to make money—5s 3d for butter-fat next season. <box>681 615 808 698</box>
classified: LOST.—From Makerua, black heifer, 2 years old, half white tail, red point on loin. Reward. Apply T. Christenson, Makerua. <box>551 552 672 577</box>
